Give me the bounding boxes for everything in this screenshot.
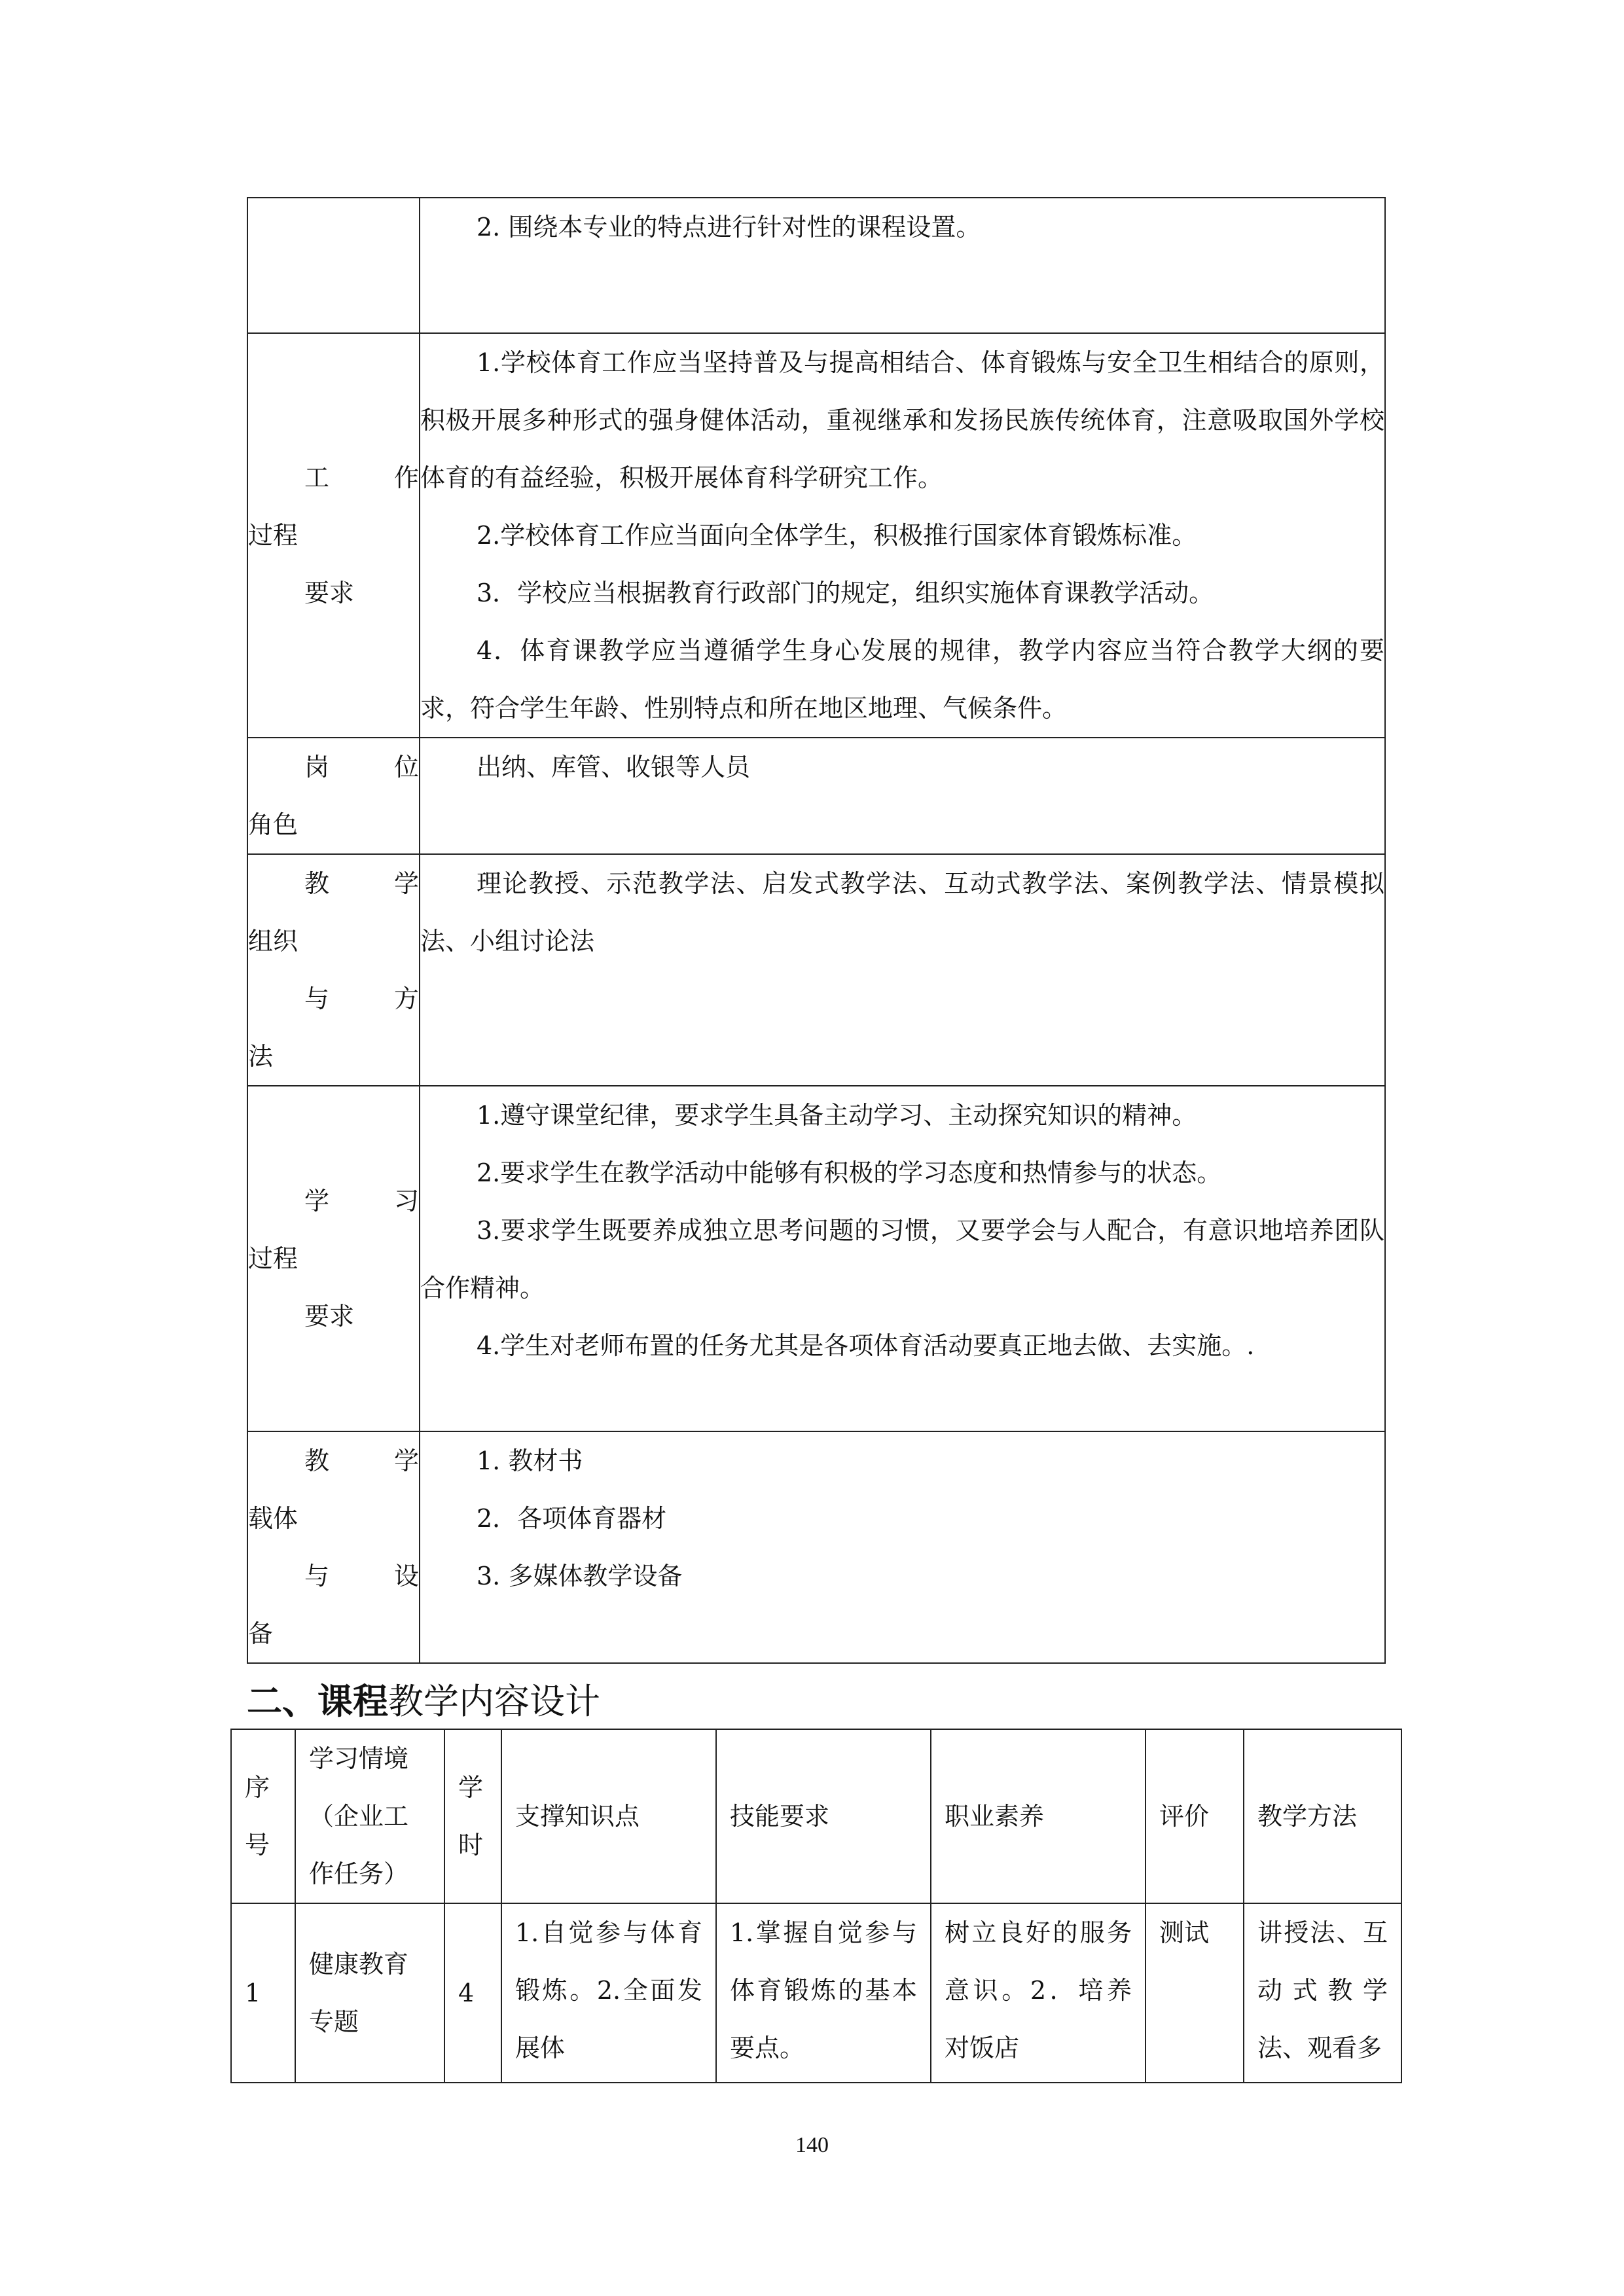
section-heading-bold: 二、课程 <box>247 1681 388 1722</box>
row-method-cell: 讲授法、互动式教学法、观看多 <box>1244 1903 1401 2083</box>
page-number: 140 <box>795 2133 829 2157</box>
header-cell: 学时 <box>444 1729 501 1903</box>
content-paragraph: 3．学校应当根据教育行政部门的规定，组织实施体育课教学活动。 <box>477 579 1214 607</box>
table-header-row <box>231 1729 1401 1903</box>
row-skill-cell: 1.掌握自觉参与体育锻炼的基本要点。 <box>716 1903 931 2083</box>
row-label-line: 教 学 <box>304 1446 419 1475</box>
content-paragraph: 出纳、库管、收银等人员 <box>477 753 751 781</box>
row-label-line: 法 <box>248 1042 274 1071</box>
content-paragraph: 4．体育课教学应当遵循学生身心发展的规律，教学内容应当符合教学大纲的要求，符合学生年龄、性别特点和所在地区地理、气候条件。 <box>420 636 1384 723</box>
row-content-cell <box>420 854 1385 1086</box>
header-cell: 教学方法 <box>1244 1729 1401 1903</box>
content-paragraph: 4.学生对老师布置的任务尤其是各项体育活动要真正地去做、去实施。. <box>477 1331 1255 1360</box>
row-label-line: 要求 <box>304 1302 355 1331</box>
table-row <box>247 1086 1385 1431</box>
row-label-line: 过程 <box>248 1244 298 1273</box>
teaching-content-table <box>230 1729 1402 2083</box>
table-row <box>231 1903 1401 2083</box>
row-hours-cell: 4 <box>444 1903 501 2083</box>
table-row <box>247 1431 1385 1663</box>
row-content-cell <box>420 198 1385 333</box>
course-requirements-table <box>247 197 1386 1664</box>
row-label-line: 岗 位 <box>304 753 419 781</box>
content-paragraph: 2.学校体育工作应当面向全体学生，积极推行国家体育锻炼标准。 <box>477 521 1197 550</box>
row-label-line: 与 方 <box>304 984 419 1013</box>
content-line: 2. 围绕本专业的特点进行针对性的课程设置。 <box>477 213 981 242</box>
row-label-line: 备 <box>248 1619 274 1648</box>
row-eval-cell: 测试 <box>1146 1903 1244 2083</box>
header-cell: 学习情境（企业工作任务） <box>295 1729 444 1903</box>
section-heading-normal: 教学内容设计 <box>388 1681 600 1722</box>
row-no-cell: 1 <box>231 1903 295 2083</box>
row-content-cell <box>420 333 1385 738</box>
row-label-cell <box>247 738 420 854</box>
row-label-line: 组织 <box>248 927 298 956</box>
section-heading <box>247 1676 600 1728</box>
row-content-cell <box>420 1086 1385 1431</box>
table-row <box>247 854 1385 1086</box>
row-label-cell <box>247 198 420 333</box>
row-content-cell <box>420 1431 1385 1663</box>
header-cell: 职业素养 <box>931 1729 1146 1903</box>
header-cell: 支撑知识点 <box>501 1729 716 1903</box>
content-paragraph: 2.要求学生在教学活动中能够有积极的学习态度和热情参与的状态。 <box>477 1158 1222 1187</box>
table-row <box>247 333 1385 738</box>
content-line: 2．各项体育器材 <box>477 1504 667 1533</box>
content-paragraph: 3.要求学生既要养成独立思考问题的习惯，又要学会与人配合，有意识地培养团队合作精神。 <box>420 1216 1384 1302</box>
row-label-cell <box>247 1431 420 1663</box>
row-label-line: 要求 <box>304 579 355 607</box>
row-label-cell <box>247 1086 420 1431</box>
content-line: 1. 教材书 <box>477 1446 583 1475</box>
content-paragraph: 1.学校体育工作应当坚持普及与提高相结合、体育锻炼与安全卫生相结合的原则，积极开展多种形式的强身健体活动，重视继承和发扬民族传统体育，注意吸取国外学校体育的有益经验，积极开展体育科学研究工作。 <box>420 348 1384 492</box>
row-situation-cell: 健康教育专题 <box>295 1903 444 2083</box>
row-label-line: 学 习 <box>304 1187 419 1215</box>
table-row <box>247 738 1385 854</box>
row-label-line: 载体 <box>248 1504 298 1533</box>
row-knowledge-cell: 1.自觉参与体育锻炼。2.全面发展体 <box>501 1903 716 2083</box>
header-cell: 序号 <box>231 1729 295 1903</box>
header-cell: 评价 <box>1146 1729 1244 1903</box>
row-label-line: 教 学 <box>304 869 419 898</box>
row-label-line: 过程 <box>248 521 298 550</box>
row-label-cell <box>247 333 420 738</box>
header-cell: 技能要求 <box>716 1729 931 1903</box>
content-line: 3. 多媒体教学设备 <box>477 1562 683 1590</box>
row-label-line: 工 作 <box>304 463 419 492</box>
content-paragraph: 1.遵守课堂纪律，要求学生具备主动学习、主动探究知识的精神。 <box>477 1101 1197 1130</box>
row-label-line: 角色 <box>248 810 298 839</box>
row-content-cell <box>420 738 1385 854</box>
table-row <box>247 198 1385 333</box>
row-quality-cell: 树立良好的服务意识。2．培养对饭店 <box>931 1903 1146 2083</box>
row-label-cell <box>247 854 420 1086</box>
row-label-line: 与 设 <box>304 1562 419 1590</box>
content-paragraph: 理论教授、示范教学法、启发式教学法、互动式教学法、案例教学法、情景模拟法、小组讨论法 <box>420 869 1384 956</box>
